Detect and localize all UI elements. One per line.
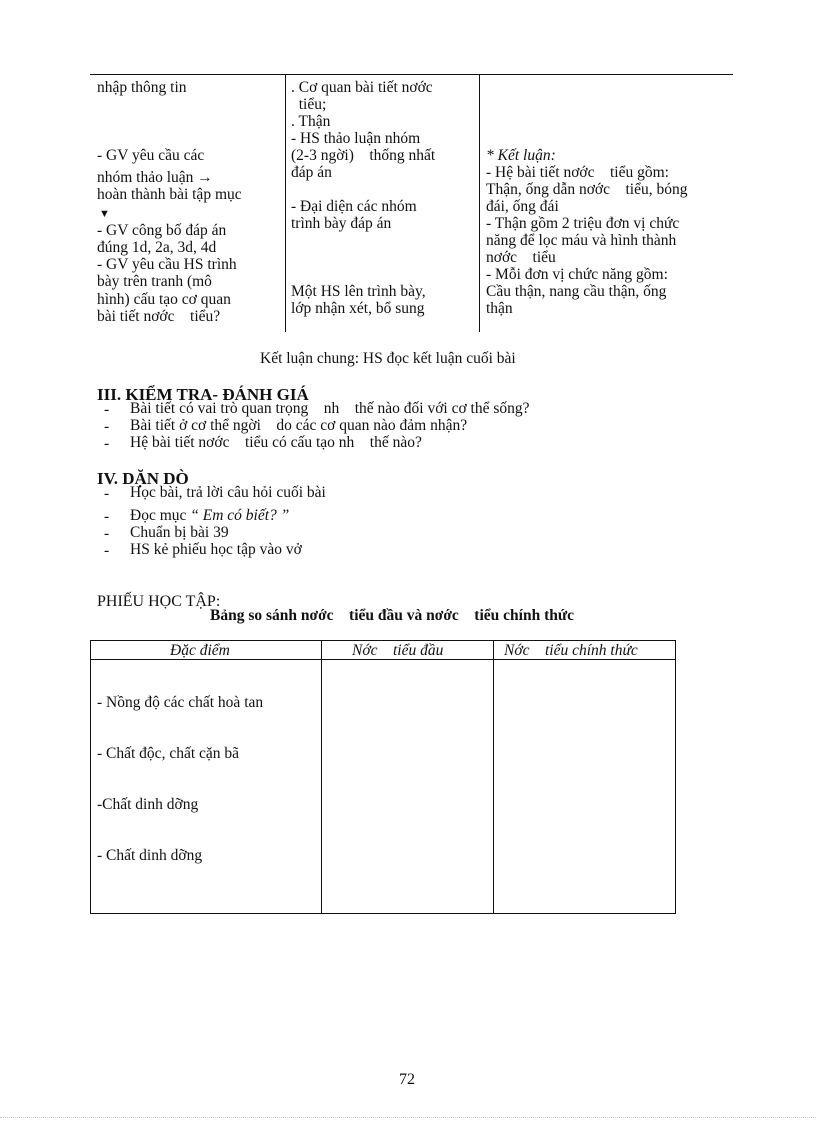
col2-line-6: đáp án <box>291 164 332 181</box>
table-top-border <box>90 74 733 75</box>
section-4-item-3: Chuẩn bị bài 39 <box>130 524 229 541</box>
table-row-1: - Nồng độ các chất hoà tan <box>97 694 264 711</box>
col3-line-7: - Mỗi đơn vị chức năng gồm: <box>486 266 668 283</box>
section-4-bullet-1: - <box>104 485 110 502</box>
section-3-bullet-2: - <box>104 418 110 435</box>
col3-line-1: - Hệ bài tiết nơớc tiểu gồm: <box>486 164 669 181</box>
section-3-bullet-3: - <box>104 435 110 452</box>
col3-line-2: Thận, ống dẫn nơớc tiểu, bóng <box>486 181 688 198</box>
general-conclusion: Kết luận chung: HS đọc kết luận cuối bài <box>260 350 516 367</box>
col1-line-4: hoàn thành bài tập mục <box>97 186 242 203</box>
comparison-col-divider-2 <box>493 640 494 914</box>
section-4-item-2 <box>130 508 289 524</box>
header-characteristic: Đặc điểm <box>170 642 230 659</box>
page-number: 72 <box>399 1071 415 1088</box>
comparison-col-divider-1 <box>321 640 322 914</box>
col1-line-5: - GV công bố đáp án <box>97 222 227 239</box>
col2-line-10: lớp nhận xét, bổ sung <box>291 300 425 317</box>
comparison-header-divider <box>90 659 676 660</box>
col1-line-9: hình) cấu tạo cơ quan <box>97 291 231 308</box>
read-more-prefix: Đọc mục <box>130 507 191 524</box>
col2-line-1: . Cơ quan bài tiết nơớc <box>291 79 433 96</box>
col1-line-8: bày trên tranh (mô <box>97 273 212 290</box>
col2-line-9: Một HS lên trình bày, <box>291 283 426 300</box>
col2-line-7: - Đại diện các nhóm <box>291 198 417 215</box>
table-row-4: - Chất dinh dỡng <box>97 847 203 864</box>
col3-line-8: Cầu thận, nang cầu thận, ống <box>486 283 667 300</box>
section-4-title: IV. DẶN DÒ <box>97 469 189 488</box>
table-col-divider-1 <box>285 74 286 332</box>
col2-line-3: . Thận <box>291 113 331 130</box>
col3-line-4: - Thận gồm 2 triệu đơn vị chức <box>486 215 680 232</box>
col3-line-9: thận <box>486 300 513 317</box>
section-4-bullet-3: - <box>104 525 110 542</box>
col1-line-3: nhóm thảo luận → <box>97 169 213 186</box>
section-3-item-1: Bài tiết có vai trò quan trọng nh thế nào đối với cơ thể sống? <box>130 400 530 417</box>
table-row-2: - Chất độc, chất cặn bã <box>97 745 240 762</box>
col2-line-8: trình bày đáp án <box>291 215 392 232</box>
comparison-table <box>90 640 676 914</box>
page-edge-divider <box>0 1117 816 1118</box>
col2-line-5: (2-3 ngời) thống nhất <box>291 147 436 164</box>
table-row-3: -Chất dinh dỡng <box>97 796 199 813</box>
section-4-item-1: Học bài, trả lời câu hỏi cuối bài <box>130 484 326 501</box>
section-3-item-3: Hệ bài tiết nơớc tiểu có cấu tạo nh thế nào? <box>130 434 422 451</box>
section-3-bullet-1: - <box>104 401 110 418</box>
worksheet-label: PHIẾU HỌC TẬP: <box>97 593 221 610</box>
col1-line-2: - GV yêu cầu các <box>97 147 205 164</box>
col2-line-4: - HS thảo luận nhóm <box>291 130 421 147</box>
section-4-bullet-4: - <box>104 542 110 559</box>
section-4-item-4: HS kẻ phiếu học tập vào vở <box>130 541 302 558</box>
col3-line-6: nơớc tiểu <box>486 249 556 266</box>
col3-line-5: năng để lọc máu và hình thành <box>486 232 677 249</box>
read-more-title: “ Em có biết? ” <box>190 507 290 524</box>
col1-line-10: bài tiết nơớc tiểu? <box>97 308 221 325</box>
section-4-bullet-2: - <box>104 508 110 525</box>
table-col-divider-2 <box>479 74 480 332</box>
triangle-down-icon: ▼ <box>99 208 110 220</box>
col1-line-7: - GV yêu cầu HS trình <box>97 256 237 273</box>
section-3-item-2: Bài tiết ở cơ thể ngời do các cơ quan nào đảm nhận? <box>130 417 468 434</box>
worksheet-subtitle: Bảng so sánh nơớc tiểu đầu và nơớc tiểu chính thức <box>210 607 575 624</box>
section-3-title: III. KIỂM TRA- ĐÁNH GIÁ <box>97 385 309 404</box>
col1-line-6: đúng 1d, 2a, 3d, 4d <box>97 239 217 256</box>
col1-line-1: nhập thông tin <box>97 79 187 96</box>
header-official-urine: Nớc tiểu chính thức <box>504 642 638 659</box>
conclusion-heading: * Kết luận: <box>486 147 556 164</box>
col2-line-2: tiểu; <box>291 96 327 113</box>
header-primary-urine: Nớc tiểu đầu <box>352 642 444 659</box>
col3-line-3: đái, ống đái <box>486 198 559 215</box>
